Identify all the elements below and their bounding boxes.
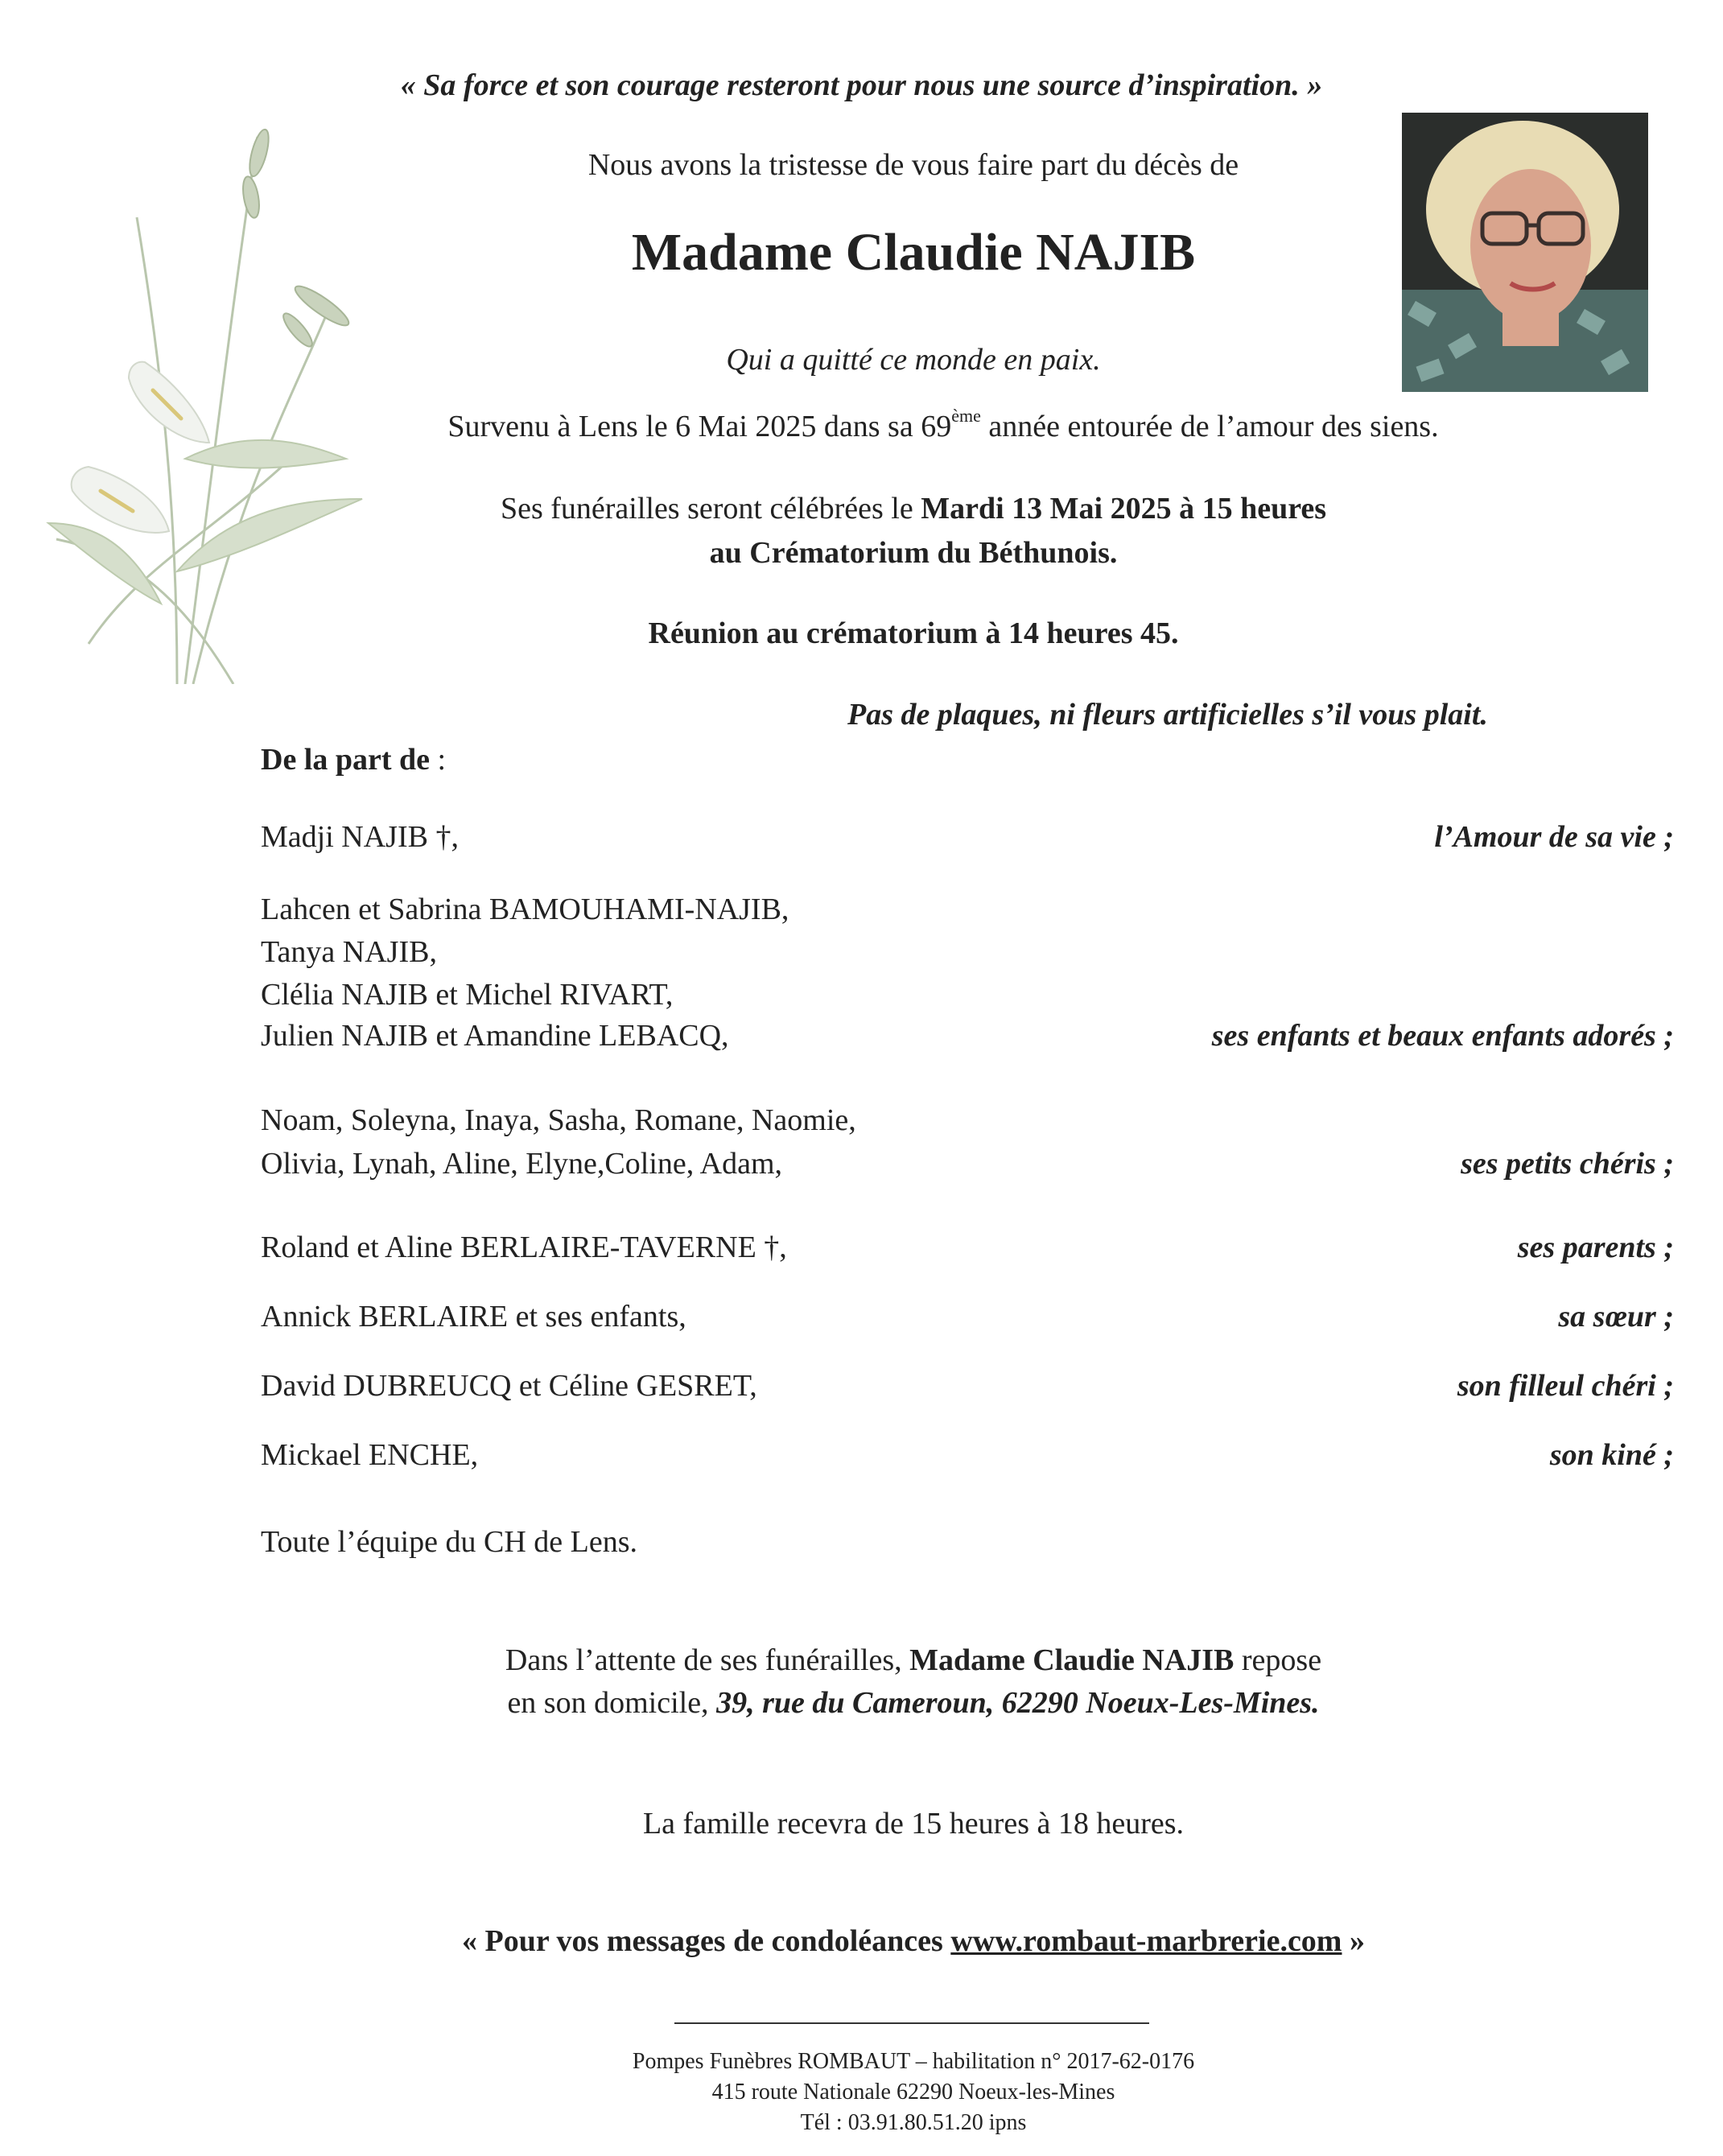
family-relation: ses petits chéris ; (1461, 1147, 1674, 1181)
funeral-line (0, 491, 1723, 526)
opening-quote: « Sa force et son courage resteront pour nous une source d’inspiration. » (400, 68, 1323, 102)
condolences-prefix: « Pour vos messages de condoléances (462, 1924, 951, 1958)
from-label-text: De la part de (261, 743, 431, 777)
ordinal-suffix: ème (951, 406, 981, 426)
rest-line-1 (0, 1643, 1723, 1678)
reception-line: La famille recevra de 15 heures à 18 heures. (642, 1807, 1185, 1841)
from-label (261, 742, 446, 777)
rest-name: Madame Claudie NAJIB (909, 1643, 1235, 1677)
rest-address: 39, rue du Cameroun, 62290 Noeux-Les-Mines. (716, 1686, 1320, 1720)
family-member-line: Noam, Soleyna, Inaya, Sasha, Romane, Naomie, (261, 1103, 856, 1137)
family-relation: ses enfants et beaux enfants adorés ; (1211, 1019, 1674, 1053)
footer-line-1: Pompes Funèbres ROMBAUT – habilitation n° 2017-62-0176 (632, 2049, 1195, 2074)
family-member-line: Tanya NAJIB, (261, 935, 437, 969)
subtitle-line: Qui a quitté ce monde en paix. (726, 343, 1101, 377)
condolences-line (0, 1923, 1723, 1959)
funeral-place: au Crématorium du Béthunois. (709, 536, 1118, 570)
funeral-datetime: Mardi 13 Mai 2025 à 15 heures (921, 492, 1327, 526)
condolences-suffix: » (1342, 1924, 1365, 1958)
footer-divider (674, 2022, 1149, 2024)
announcement-line: Nous avons la tristesse de vous faire part du décès de (587, 148, 1239, 182)
footer-line-2: 415 route Nationale 62290 Noeux-les-Mines (711, 2080, 1115, 2104)
circumstances-text: Survenu à Lens le 6 Mai 2025 dans sa 69 (447, 410, 952, 443)
family-relation: son kiné ; (1549, 1438, 1674, 1472)
family-member-line: David DUBREUCQ et Céline GESRET, (261, 1369, 757, 1403)
meeting-line: Réunion au crématorium à 14 heures 45. (648, 616, 1179, 650)
circumstances-line (0, 406, 1723, 444)
family-member-line: Lahcen et Sabrina BAMOUHAMI-NAJIB, (261, 892, 789, 926)
deceased-name: Madame Claudie NAJIB (631, 223, 1196, 282)
rest-address-prefix: en son domicile, (507, 1686, 717, 1720)
family-member-line: Annick BERLAIRE et ses enfants, (261, 1300, 686, 1334)
family-member-line: Olivia, Lynah, Aline, Elyne,Coline, Adam, (261, 1147, 783, 1181)
circumstances-text-end: année entourée de l’amour des siens. (980, 410, 1439, 443)
footer-line-3: Tél : 03.91.80.51.20 ipns (800, 2110, 1027, 2135)
rest-suffix: repose (1234, 1643, 1322, 1677)
family-member-line: Julien NAJIB et Amandine LEBACQ, (261, 1019, 729, 1053)
lily-wheat-decoration-icon (40, 121, 378, 684)
family-relation: ses parents ; (1517, 1231, 1674, 1264)
condolences-link[interactable]: www.rombaut-marbrerie.com (950, 1924, 1342, 1958)
from-label-colon: : (430, 743, 447, 777)
family-member-line: Madji NAJIB †, (261, 820, 459, 854)
family-relation: l’Amour de sa vie ; (1434, 820, 1674, 854)
rest-prefix: Dans l’attente de ses funérailles, (505, 1643, 910, 1677)
flowers-note: Pas de plaques, ni fleurs artificielles s’il vous plait. (847, 698, 1488, 732)
family-relation: sa sœur ; (1558, 1300, 1674, 1334)
rest-line-2 (0, 1685, 1723, 1721)
family-member-line: Toute l’équipe du CH de Lens. (261, 1525, 638, 1559)
funeral-prefix: Ses funérailles seront célébrées le (500, 492, 921, 526)
family-relation: son filleul chéri ; (1457, 1369, 1674, 1403)
family-member-line: Clélia NAJIB et Michel RIVART, (261, 978, 674, 1012)
family-member-line: Roland et Aline BERLAIRE-TAVERNE †, (261, 1231, 787, 1264)
family-member-line: Mickael ENCHE, (261, 1438, 479, 1472)
